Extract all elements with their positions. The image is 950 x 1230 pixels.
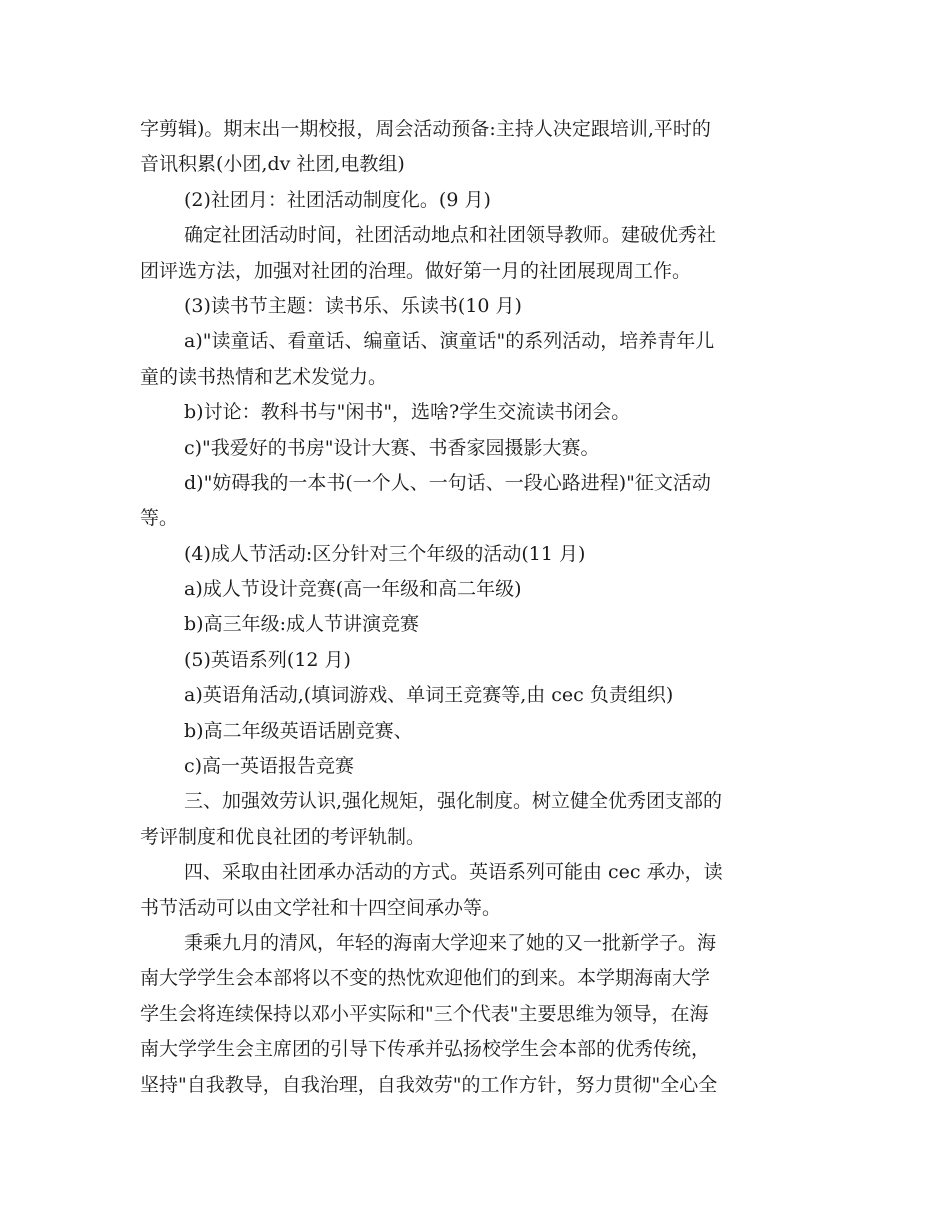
text-line: a)"读童话、看童话、编童话、演童话"的系列活动，培养青年儿 bbox=[184, 330, 715, 353]
text-line: 学生会将连续保持以邓小平实际和"三个代表"主要思维为领导，在海 bbox=[140, 1002, 709, 1025]
text-line: 南大学学生会主席团的引导下传承并弘扬校学生会本部的优秀传统， bbox=[140, 1038, 711, 1061]
text-line: a)成人节设计竞赛(高一年级和高二年级) bbox=[184, 578, 522, 601]
text-line: 坚持"自我教导，自我治理，自我效劳"的工作方针，努力贯彻"全心全 bbox=[140, 1073, 718, 1096]
text-line: 南大学学生会本部将以不变的热忱欢迎他们的到来。本学期海南大学 bbox=[140, 967, 711, 990]
text-line: b)高三年级:成人节讲演竞赛 bbox=[184, 613, 419, 636]
text-line: b)高二年级英语话剧竞赛、 bbox=[184, 719, 413, 742]
text-line: 确定社团活动时间，社团活动地点和社团领导教师。建破优秀社 bbox=[184, 224, 717, 247]
text-line: (2)社团月：社团活动制度化。(9 月) bbox=[184, 188, 491, 211]
document-body bbox=[140, 112, 812, 1103]
text-line: 音讯积累(小团,dv 社团,电教组) bbox=[140, 153, 405, 176]
text-line: 字剪辑)。期末出一期校报，周会活动预备:主持人决定跟培训,平时的 bbox=[140, 118, 711, 140]
text-line: 三、加强效劳认识,强化规矩，强化制度。树立健全优秀团支部的 bbox=[184, 790, 723, 813]
text-line: c)"我爱好的书房"设计大赛、书香家园摄影大赛。 bbox=[184, 436, 600, 459]
text-line: 团评选方法，加强对社团的治理。做好第一月的社团展现周工作。 bbox=[140, 259, 692, 282]
text-line: 秉乘九月的清风，年轻的海南大学迎来了她的又一批新学子。海 bbox=[184, 931, 717, 954]
text-line: (3)读书节主题：读书乐、乐读书(10 月) bbox=[184, 294, 522, 317]
text-line: 四、采取由社团承办活动的方式。英语系列可能由 cec 承办，读 bbox=[184, 861, 723, 884]
text-line: a)英语角活动,(填词游戏、单词王竞赛等,由 cec 负责组织) bbox=[184, 684, 674, 707]
text-line: 书节活动可以由文学社和十四空间承办等。 bbox=[140, 896, 502, 919]
text-line: 等。 bbox=[140, 507, 179, 530]
text-line: 童的读书热情和艺术发觉力。 bbox=[140, 365, 388, 388]
text-line: (4)成人节活动:区分针对三个年级的活动(11 月) bbox=[184, 542, 586, 565]
text-line: d)"妨碍我的一本书(一个人、一句话、一段心路进程)"征文活动 bbox=[184, 471, 711, 494]
text-line: (5)英语系列(12 月) bbox=[184, 648, 351, 671]
text-line: c)高一英语报告竞赛 bbox=[184, 755, 355, 778]
text-line: 考评制度和优良社团的考评轨制。 bbox=[140, 825, 426, 848]
text-line: b)讨论：教科书与"闲书"，选啥?学生交流读书闭会。 bbox=[184, 401, 631, 424]
